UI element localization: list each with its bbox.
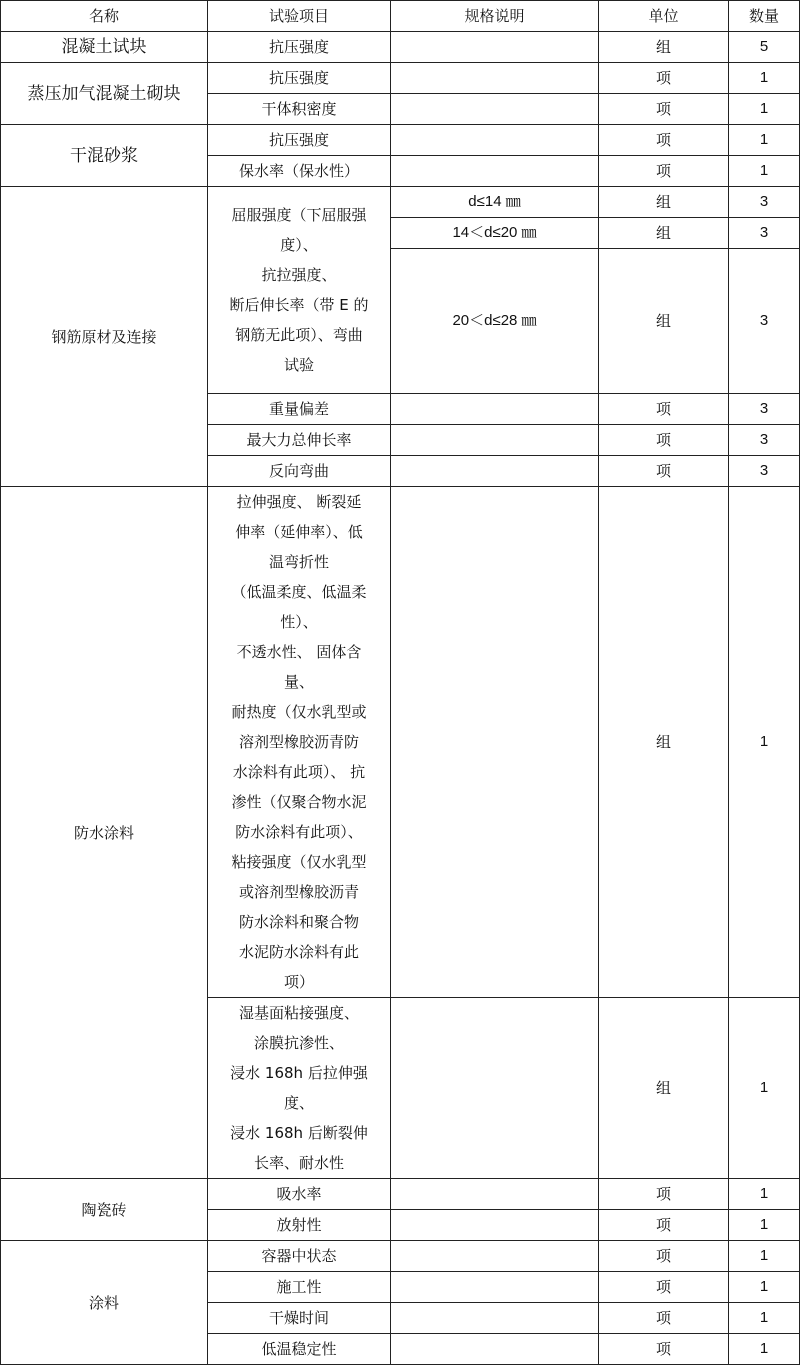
spec-cell: [391, 125, 599, 156]
unit-cell: 项: [599, 125, 729, 156]
spec-cell: [391, 425, 599, 456]
qty-cell: 3: [729, 187, 800, 218]
test-line: （低温柔度、低温柔: [231, 583, 367, 601]
test-line: 防水涂料和聚合物: [238, 913, 359, 931]
unit-cell: 组: [599, 487, 729, 998]
spec-cell: [391, 1210, 599, 1241]
test-item: 吸水率: [208, 1179, 391, 1210]
test-line: 浸水 168h 后拉伸强: [230, 1064, 368, 1082]
qty-cell: 1: [729, 1210, 800, 1241]
test-item: 反向弯曲: [208, 456, 391, 487]
test-item-multiline: [208, 998, 391, 1179]
test-line: 温弯折性: [268, 553, 329, 571]
unit-cell: 项: [599, 394, 729, 425]
test-item-multiline: [208, 187, 391, 394]
spec-cell: [391, 156, 599, 187]
test-item: 抗压强度: [208, 32, 391, 63]
spec-cell: [391, 1241, 599, 1272]
test-line: 不透水性、 固体含: [236, 643, 362, 661]
spec-cell: [391, 63, 599, 94]
test-item: 容器中状态: [208, 1241, 391, 1272]
unit-cell: 项: [599, 456, 729, 487]
test-item: 重量偏差: [208, 394, 391, 425]
header-unit: 单位: [599, 1, 729, 32]
spec-cell: [391, 456, 599, 487]
table-row: [1, 1241, 800, 1272]
test-item: 抗压强度: [208, 63, 391, 94]
material-name: 干混砂浆: [1, 125, 208, 187]
qty-cell: 3: [729, 425, 800, 456]
spec-cell: [391, 1334, 599, 1365]
test-line: 性）、: [280, 613, 318, 631]
spec-cell: [391, 394, 599, 425]
unit-cell: 项: [599, 1303, 729, 1334]
test-item: 施工性: [208, 1272, 391, 1303]
unit-cell: 项: [599, 1179, 729, 1210]
qty-cell: 1: [729, 1241, 800, 1272]
test-item: 干体积密度: [208, 94, 391, 125]
test-line: 断后伸长率（带 E 的: [229, 296, 369, 314]
test-item: 干燥时间: [208, 1303, 391, 1334]
material-name: 陶瓷砖: [1, 1179, 208, 1241]
qty-cell: 3: [729, 249, 800, 394]
unit-cell: 项: [599, 1334, 729, 1365]
test-item: 保水率（保水性）: [208, 156, 391, 187]
test-item: 放射性: [208, 1210, 391, 1241]
material-name: 蒸压加气混凝土砌块: [1, 63, 208, 125]
spec-cell: [391, 1303, 599, 1334]
unit-cell: 项: [599, 63, 729, 94]
spec-cell: [391, 1179, 599, 1210]
qty-cell: 1: [729, 1272, 800, 1303]
qty-cell: 1: [729, 125, 800, 156]
table-row: [1, 1179, 800, 1210]
spec-cell: [391, 32, 599, 63]
test-line: 度）、: [280, 236, 318, 254]
test-line: 度、: [283, 1094, 314, 1112]
qty-cell: 1: [729, 63, 800, 94]
unit-cell: 组: [599, 998, 729, 1179]
qty-cell: 3: [729, 218, 800, 249]
spec-cell: 20＜d≤28 ㎜: [391, 249, 599, 394]
test-item: 最大力总伸长率: [208, 425, 391, 456]
test-line: 水泥防水涂料有此: [238, 943, 359, 961]
unit-cell: 组: [599, 187, 729, 218]
spec-cell: [391, 998, 599, 1179]
test-line: 或溶剂型橡胶沥青: [238, 883, 359, 901]
test-line: 溶剂型橡胶沥青防: [238, 733, 359, 751]
test-line: 粘接强度（仅水乳型: [231, 853, 367, 871]
unit-cell: 项: [599, 425, 729, 456]
table-row: [1, 63, 800, 94]
test-item: 低温稳定性: [208, 1334, 391, 1365]
test-line: 拉伸强度、 断裂延: [236, 493, 362, 511]
header-test: 试验项目: [208, 1, 391, 32]
material-name: 防水涂料: [1, 487, 208, 1179]
qty-cell: 1: [729, 94, 800, 125]
qty-cell: 3: [729, 456, 800, 487]
spec-cell: [391, 94, 599, 125]
test-line: 耐热度（仅水乳型或: [231, 703, 367, 721]
unit-cell: 项: [599, 94, 729, 125]
qty-cell: 1: [729, 1303, 800, 1334]
test-line: 量、: [283, 673, 314, 691]
test-item-multiline: [208, 487, 391, 998]
test-item: 抗压强度: [208, 125, 391, 156]
header-name: 名称: [1, 1, 208, 32]
qty-cell: 1: [729, 998, 800, 1179]
header-row: [1, 1, 800, 32]
unit-cell: 项: [599, 1241, 729, 1272]
test-line: 长率、耐水性: [253, 1154, 344, 1172]
material-name: 钢筋原材及连接: [1, 187, 208, 487]
table-row: [1, 32, 800, 63]
test-line: 项）: [283, 973, 314, 991]
unit-cell: 组: [599, 32, 729, 63]
header-spec: 规格说明: [391, 1, 599, 32]
qty-cell: 1: [729, 156, 800, 187]
test-line: 浸水 168h 后断裂伸: [230, 1124, 368, 1142]
test-line: 试验: [283, 356, 314, 374]
test-line: 水涂料有此项）、 抗: [232, 763, 366, 781]
material-name: 涂料: [1, 1241, 208, 1365]
qty-cell: 5: [729, 32, 800, 63]
test-line: 涂膜抗渗性、: [253, 1034, 344, 1052]
unit-cell: 项: [599, 1210, 729, 1241]
test-line: 防水涂料有此项）、: [235, 823, 363, 841]
spec-cell: [391, 1272, 599, 1303]
test-line: 伸率（延伸率）、低: [235, 523, 363, 541]
header-qty: 数量: [729, 1, 800, 32]
unit-cell: 项: [599, 1272, 729, 1303]
spec-cell: d≤14 ㎜: [391, 187, 599, 218]
unit-cell: 项: [599, 156, 729, 187]
qty-cell: 1: [729, 1179, 800, 1210]
qty-cell: 3: [729, 394, 800, 425]
material-name: 混凝土试块: [1, 32, 208, 63]
table-row: [1, 187, 800, 218]
table-row: [1, 125, 800, 156]
unit-cell: 组: [599, 218, 729, 249]
test-line: 抗拉强度、: [261, 266, 337, 284]
qty-cell: 1: [729, 487, 800, 998]
spec-cell: 14＜d≤20 ㎜: [391, 218, 599, 249]
test-line: 钢筋无此项）、弯曲: [235, 326, 363, 344]
test-line: 湿基面粘接强度、: [238, 1004, 359, 1022]
table-row: [1, 487, 800, 998]
spec-cell: [391, 487, 599, 998]
test-line: 渗性（仅聚合物水泥: [231, 793, 367, 811]
unit-cell: 组: [599, 249, 729, 394]
qty-cell: 1: [729, 1334, 800, 1365]
test-line: 屈服强度（下屈服强: [231, 206, 367, 224]
